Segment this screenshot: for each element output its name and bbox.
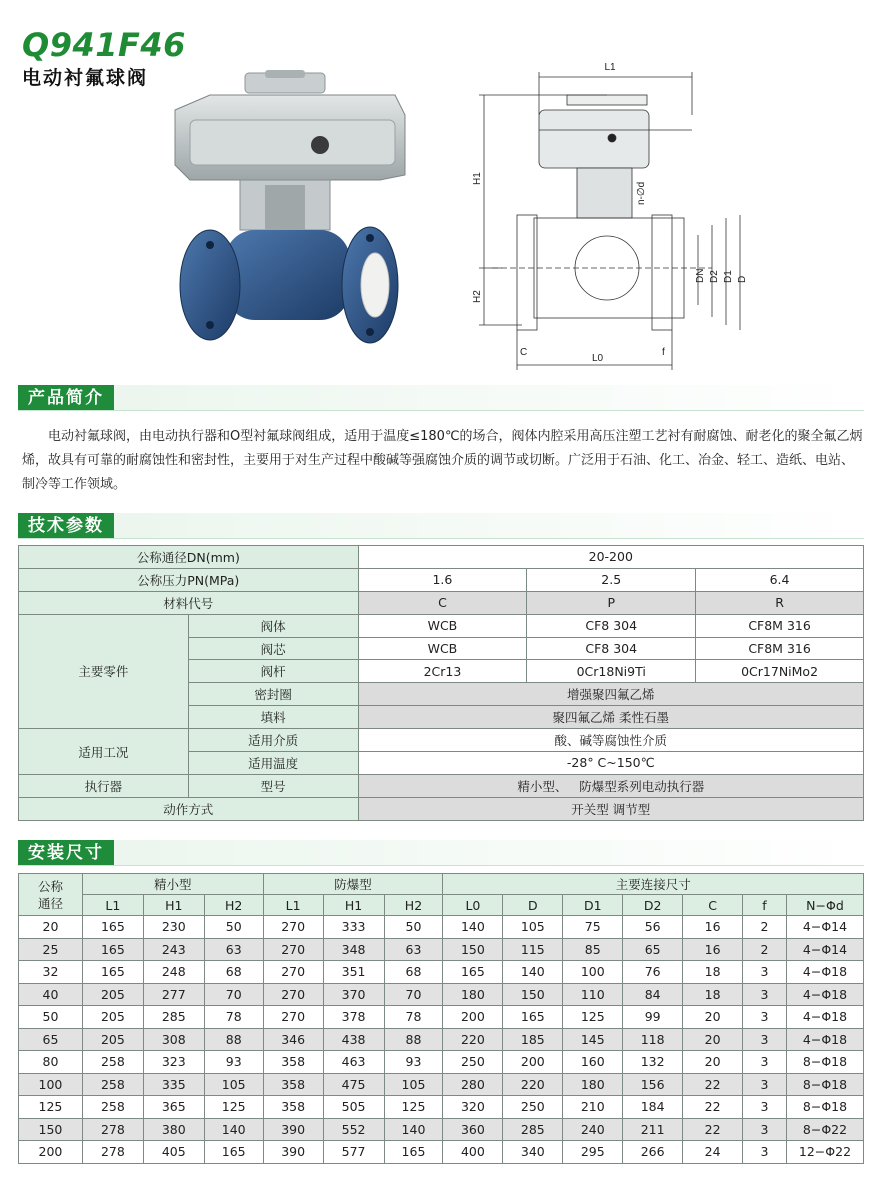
table-cell: 180 [443,983,503,1006]
table-cell: 24 [683,1141,743,1164]
col-header: H2 [384,895,443,916]
nominal-diameter-cell: 50 [19,1006,83,1029]
section-params-header [18,513,864,539]
table-cell: 8−Φ18 [786,1096,863,1119]
table-cell: 280 [443,1073,503,1096]
table-cell: 105 [384,1073,443,1096]
table-cell: 400 [443,1141,503,1164]
pn-label: 公称压力PN(MPa) [19,568,359,591]
table-row [19,1006,864,1029]
table-cell: 3 [743,1073,787,1096]
table-cell: 4−Φ14 [786,916,863,939]
connection-group-header: 主要连接尺寸 [443,874,864,895]
table-cell: 4−Φ14 [786,938,863,961]
label-f: f [662,347,665,358]
table-cell: 105 [503,916,563,939]
table-cell: 76 [623,961,683,984]
table-cell: 145 [563,1028,623,1051]
table-cell: 140 [503,961,563,984]
pn-value: 6.4 [696,568,864,591]
conditions-label: 适用工况 [19,729,189,775]
params-row-pn [19,568,864,591]
label-D: D [737,275,748,283]
table-cell: 220 [503,1073,563,1096]
table-cell: 505 [323,1096,384,1119]
table-cell: 68 [204,961,263,984]
table-cell: 348 [323,938,384,961]
table-cell: 63 [384,938,443,961]
section-divider [18,538,864,539]
table-cell: 248 [143,961,204,984]
table-cell: 165 [82,916,143,939]
table-cell: 50 [384,916,443,939]
dn-label: 公称通径DN(mm) [19,546,359,569]
table-cell: 250 [443,1051,503,1074]
body-value: WCB [358,614,527,637]
table-cell: 184 [623,1096,683,1119]
body-value: CF8M 316 [696,614,864,637]
product-model: Q941F46 [22,26,186,64]
table-cell: 205 [82,1006,143,1029]
nominal-diameter-cell: 80 [19,1051,83,1074]
table-cell: 577 [323,1141,384,1164]
table-cell: 3 [743,983,787,1006]
label-D2: D2 [709,270,720,283]
stem-value: 0Cr17NiMo2 [696,660,864,683]
table-cell: 165 [204,1141,263,1164]
col-header: H1 [323,895,384,916]
nominal-diameter-cell: 65 [19,1028,83,1051]
table-cell: 295 [563,1141,623,1164]
table-cell: 258 [82,1073,143,1096]
medium-value: 酸、碱等腐蚀性介质 [358,729,863,752]
table-cell: 270 [263,916,323,939]
material-code: C [358,591,527,614]
table-cell: 75 [563,916,623,939]
dims-table-body [19,916,864,1164]
table-cell: 200 [443,1006,503,1029]
table-cell: 278 [82,1118,143,1141]
stem-value: 2Cr13 [358,660,527,683]
table-cell: 438 [323,1028,384,1051]
label-H1: H1 [472,172,483,185]
table-cell: 105 [204,1073,263,1096]
table-cell: 22 [683,1073,743,1096]
label-DN: DN [695,268,706,283]
table-cell: 150 [443,938,503,961]
table-cell: 160 [563,1051,623,1074]
params-row-dn [19,546,864,569]
core-label: 阀芯 [188,637,358,660]
table-cell: 8−Φ22 [786,1118,863,1141]
table-cell: 258 [82,1051,143,1074]
col-header: H1 [143,895,204,916]
table-cell: 358 [263,1096,323,1119]
material-label: 材料代号 [19,591,359,614]
nominal-diameter-cell: 32 [19,961,83,984]
params-row-medium [19,729,864,752]
table-cell: 308 [143,1028,204,1051]
table-cell: 12−Φ22 [786,1141,863,1164]
table-cell: 156 [623,1073,683,1096]
table-cell: 270 [263,961,323,984]
table-row [19,1028,864,1051]
table-cell: 99 [623,1006,683,1029]
table-cell: 140 [204,1118,263,1141]
table-cell: 4−Φ18 [786,1028,863,1051]
table-cell: 390 [263,1118,323,1141]
params-row-action [19,797,864,820]
table-cell: 405 [143,1141,204,1164]
params-row-actuator [19,774,864,797]
table-row [19,983,864,1006]
table-cell: 4−Φ18 [786,1006,863,1029]
table-cell: 346 [263,1028,323,1051]
pn-value: 1.6 [358,568,527,591]
table-cell: 165 [82,961,143,984]
table-cell: 115 [503,938,563,961]
table-cell: 266 [623,1141,683,1164]
table-cell: 323 [143,1051,204,1074]
table-cell: 378 [323,1006,384,1029]
table-cell: 285 [143,1006,204,1029]
label-L1: L1 [604,62,616,73]
table-cell: 110 [563,983,623,1006]
body-value: CF8 304 [527,614,696,637]
table-cell: 56 [623,916,683,939]
table-row [19,1096,864,1119]
table-cell: 125 [563,1006,623,1029]
table-cell: 70 [384,983,443,1006]
nominal-diameter-cell: 125 [19,1096,83,1119]
table-cell: 4−Φ18 [786,983,863,1006]
table-cell: 140 [384,1118,443,1141]
table-row [19,1118,864,1141]
table-cell: 150 [503,983,563,1006]
nominal-diameter-cell: 100 [19,1073,83,1096]
table-cell: 358 [263,1051,323,1074]
table-cell: 360 [443,1118,503,1141]
section-dims-header [18,840,864,866]
table-cell: 351 [323,961,384,984]
stem-value: 0Cr18Ni9Ti [527,660,696,683]
col-header: D [503,895,563,916]
table-cell: 475 [323,1073,384,1096]
packing-label: 填料 [188,706,358,729]
intro-text: 电动衬氟球阀，由电动执行器和O型衬氟球阀组成，适用于温度≤180℃的场合，阀体内腔采用高压注塑工艺衬有耐腐蚀、耐老化的聚全氟乙炳烯，故具有可靠的耐腐蚀性和密封性，主要用于对生产过程中酸碱等强腐蚀介质的调节或切断。广泛用于石油、化工、冶金、轻工、造纸、电站、制冷等工作领域。 [22,429,863,492]
core-value: WCB [358,637,527,660]
material-code: P [527,591,696,614]
table-cell: 205 [82,983,143,1006]
seal-value: 增强聚四氟乙烯 [358,683,863,706]
col-header: L1 [263,895,323,916]
table-cell: 8−Φ18 [786,1051,863,1074]
medium-label: 适用介质 [188,729,358,752]
table-cell: 100 [563,961,623,984]
pn-value: 2.5 [527,568,696,591]
label-C: C [520,347,528,358]
table-cell: 333 [323,916,384,939]
install-dims-table [18,873,864,1164]
table-cell: 210 [563,1096,623,1119]
section-dims-title: 安装尺寸 [18,840,114,866]
table-cell: 3 [743,1118,787,1141]
table-cell: 3 [743,1051,787,1074]
table-cell: 8−Φ18 [786,1073,863,1096]
product-photo [170,70,435,370]
table-cell: 3 [743,1141,787,1164]
table-cell: 125 [204,1096,263,1119]
table-cell: 20 [683,1028,743,1051]
table-cell: 270 [263,1006,323,1029]
table-cell: 22 [683,1118,743,1141]
seal-label: 密封圈 [188,683,358,706]
nominal-header: 公称 通径 [19,874,83,916]
table-cell: 3 [743,1028,787,1051]
table-cell: 2 [743,938,787,961]
table-cell: 18 [683,961,743,984]
col-header: D2 [623,895,683,916]
section-params-title: 技术参数 [18,513,114,539]
label-H2: H2 [472,290,483,303]
nominal-diameter-cell: 25 [19,938,83,961]
table-cell: 16 [683,938,743,961]
col-header: C [683,895,743,916]
table-cell: 93 [204,1051,263,1074]
explosion-group-header: 防爆型 [263,874,443,895]
table-cell: 211 [623,1118,683,1141]
table-row [19,961,864,984]
col-header: L0 [443,895,503,916]
table-cell: 132 [623,1051,683,1074]
table-row [19,1051,864,1074]
table-cell: 140 [443,916,503,939]
table-cell: 165 [384,1141,443,1164]
col-header: D1 [563,895,623,916]
table-cell: 165 [443,961,503,984]
params-row-material [19,591,864,614]
dims-subheader-row [19,895,864,916]
table-cell: 2 [743,916,787,939]
table-cell: 180 [563,1073,623,1096]
table-cell: 93 [384,1051,443,1074]
table-cell: 335 [143,1073,204,1096]
actuator-label: 执行器 [19,774,189,797]
table-cell: 16 [683,916,743,939]
material-code: R [696,591,864,614]
table-cell: 365 [143,1096,204,1119]
table-cell: 18 [683,983,743,1006]
table-cell: 250 [503,1096,563,1119]
table-cell: 230 [143,916,204,939]
table-cell: 50 [204,916,263,939]
table-cell: 390 [263,1141,323,1164]
table-cell: 270 [263,983,323,1006]
table-cell: 358 [263,1073,323,1096]
table-cell: 240 [563,1118,623,1141]
type-label: 型号 [188,774,358,797]
label-D1: D1 [723,270,734,283]
table-cell: 258 [82,1096,143,1119]
section-intro-header [18,385,864,411]
nominal-diameter-cell: 200 [19,1141,83,1164]
stem-label: 阀杆 [188,660,358,683]
table-cell: 552 [323,1118,384,1141]
type-value: 精小型、 防爆型系列电动执行器 [358,774,863,797]
temp-value: -28° C~150℃ [358,752,863,775]
compact-group-header: 精小型 [82,874,263,895]
table-row [19,938,864,961]
core-value: CF8M 316 [696,637,864,660]
col-header: L1 [82,895,143,916]
table-cell: 70 [204,983,263,1006]
body-label: 阀体 [188,614,358,637]
table-cell: 65 [623,938,683,961]
table-cell: 380 [143,1118,204,1141]
table-cell: 78 [204,1006,263,1029]
table-cell: 20 [683,1051,743,1074]
col-header: N−Φd [786,895,863,916]
dimension-drawing [462,55,752,375]
table-cell: 277 [143,983,204,1006]
table-cell: 205 [82,1028,143,1051]
table-cell: 85 [563,938,623,961]
packing-value: 聚四氟乙烯 柔性石墨 [358,706,863,729]
table-cell: 3 [743,961,787,984]
table-row [19,1141,864,1164]
nominal-diameter-cell: 150 [19,1118,83,1141]
table-cell: 320 [443,1096,503,1119]
table-cell: 20 [683,1006,743,1029]
table-cell: 63 [204,938,263,961]
table-cell: 220 [443,1028,503,1051]
table-cell: 370 [323,983,384,1006]
dims-header-row [19,874,864,895]
table-cell: 3 [743,1006,787,1029]
nominal-diameter-cell: 40 [19,983,83,1006]
col-header: f [743,895,787,916]
table-cell: 463 [323,1051,384,1074]
table-cell: 84 [623,983,683,1006]
label-L0: L0 [592,353,604,364]
temp-label: 适用温度 [188,752,358,775]
table-cell: 200 [503,1051,563,1074]
table-cell: 243 [143,938,204,961]
action-label: 动作方式 [19,797,359,820]
table-cell: 270 [263,938,323,961]
table-cell: 125 [384,1096,443,1119]
label-n-d: n-∅d [636,181,647,205]
table-cell: 165 [82,938,143,961]
section-intro-title: 产品简介 [18,385,114,411]
dn-value: 20-200 [358,546,863,569]
table-cell: 88 [204,1028,263,1051]
core-value: CF8 304 [527,637,696,660]
product-name: 电动衬氟球阀 [22,67,149,89]
table-cell: 278 [82,1141,143,1164]
section-divider [18,410,864,411]
main-parts-label: 主要零件 [19,614,189,728]
tech-params-table [18,545,864,821]
table-cell: 118 [623,1028,683,1051]
table-cell: 340 [503,1141,563,1164]
table-cell: 165 [503,1006,563,1029]
params-row-body [19,614,864,637]
table-row [19,1073,864,1096]
table-cell: 3 [743,1096,787,1119]
table-cell: 285 [503,1118,563,1141]
table-cell: 185 [503,1028,563,1051]
table-cell: 78 [384,1006,443,1029]
col-header: H2 [204,895,263,916]
section-divider [18,865,864,866]
table-row [19,916,864,939]
table-cell: 68 [384,961,443,984]
table-cell: 4−Φ18 [786,961,863,984]
table-cell: 22 [683,1096,743,1119]
nominal-diameter-cell: 20 [19,916,83,939]
action-value: 开关型 调节型 [358,797,863,820]
table-cell: 88 [384,1028,443,1051]
